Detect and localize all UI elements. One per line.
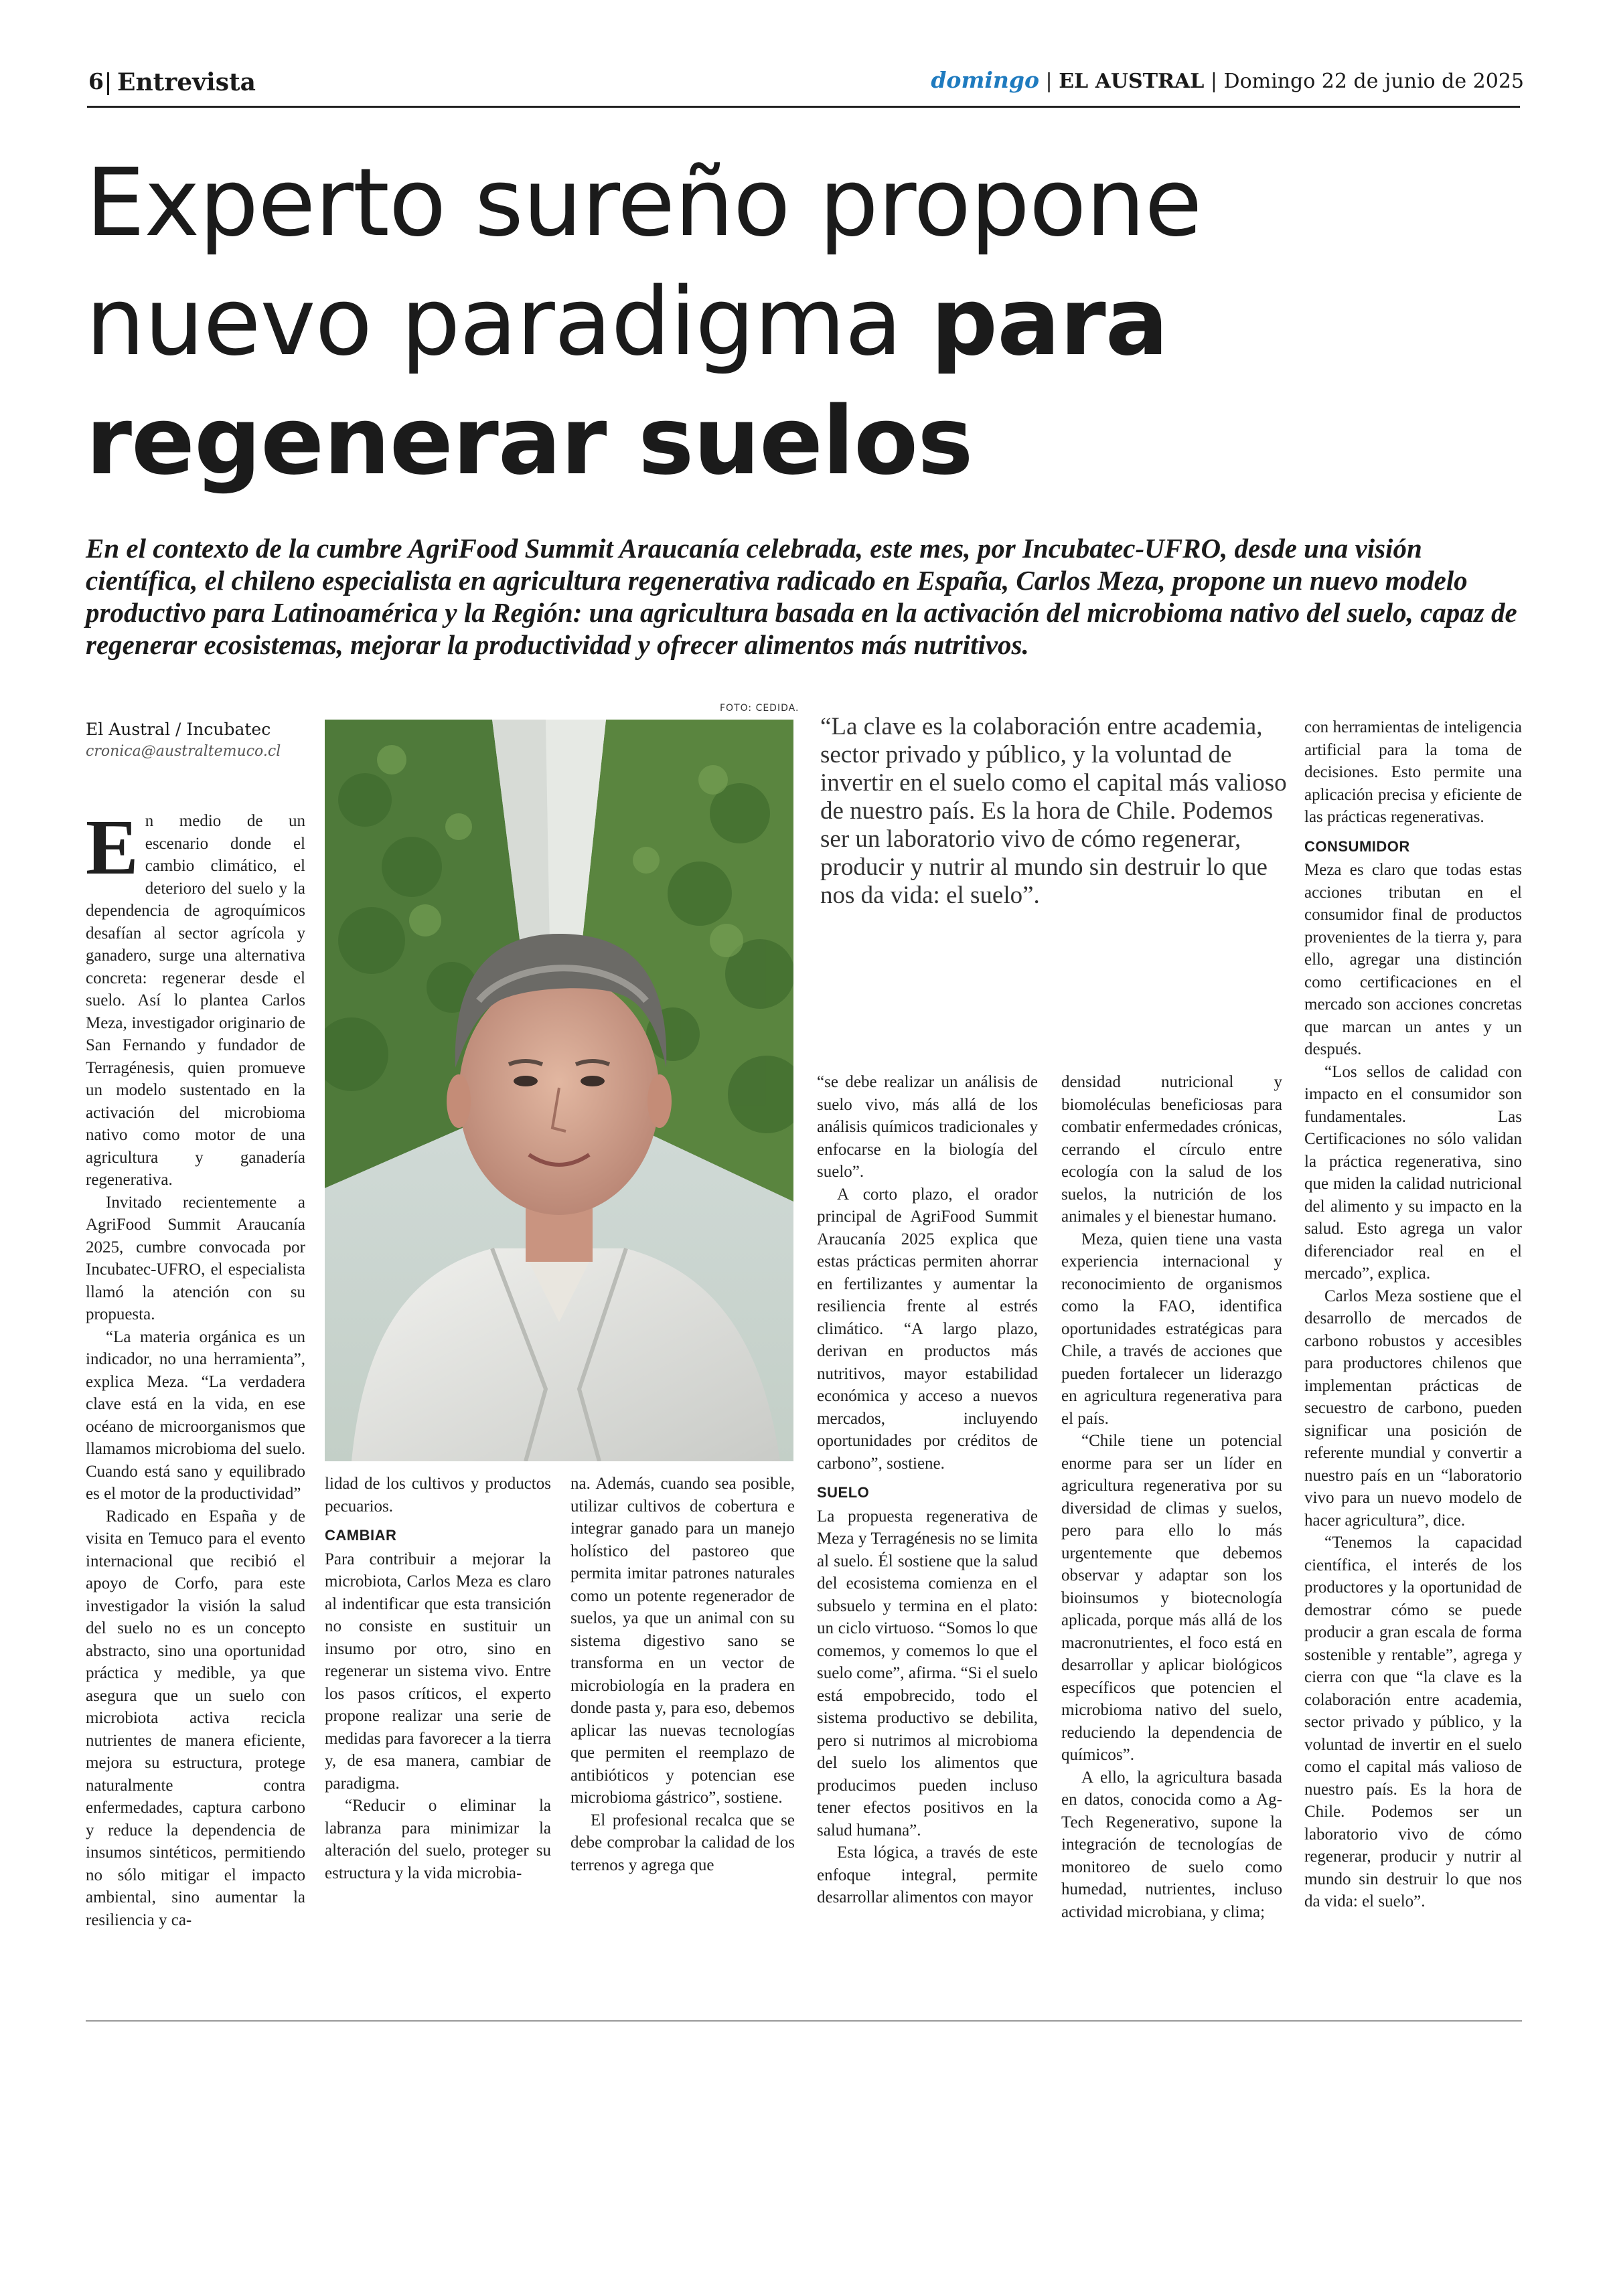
col4-paragraph: “se debe realizar un análisis de suelo vivo, más allá de los análisis químicos tradicionales y enfocarse en la biología del suelo”. [817, 1073, 1038, 1181]
headline [86, 144, 1519, 501]
col6-paragraph: “Tenemos la capacidad científica, el interés de los productores y la oportunidad de demostrar cómo se puede producir a gran escala de forma sostenible y rentable”, agrega y cierra con que “la clave es la colaboración entre academia, sector privado y público, y la voluntad de invertir en el suelo como el capital más valioso de nuestro país. Es la hora de Chile. Podemos ser un laboratorio vivo de cómo regenerar, producir y nutrir al mundo sin destruir lo que nos da vida: el suelo”. [1304, 1534, 1522, 1910]
col4-paragraph: Esta lógica, a través de este enfoque integral, permite desarrollar alimentos con mayor [817, 1843, 1038, 1906]
headline-line-1: Experto sureño propone [86, 149, 1202, 258]
col5-paragraph: “Chile tiene un potencial enorme para ser un líder en agricultura regenerativa por su diversidad de climas y suelos, pero para ello lo más urgentemente que debemos observar y adaptar son los bioinsumos y biotecnología aplicada, porque más allá de los macronutrientes, el foco está en desarrollar y aplicar biológicos específicos que potencien el microbioma nativo del suelo, reduciendo la dependencia de químicos”. [1061, 1432, 1282, 1764]
issue-date: Domingo 22 de junio de 2025 [1223, 70, 1524, 93]
bottom-rule [86, 2020, 1522, 2022]
col3-paragraph: na. Además, cuando sea posible, utilizar cultivos de cobertura e integrar ganado para un manejo holístico del pastoreo que permita imitar patrones naturales como un potente regenerador de suelos, ya que un animal con su sistema digestivo sano se transforma en un vector de microbiología en la pradera en donde pasta y, para eso, debemos aplicar las nuevas tecnologías que permiten el reemplazo de antibióticos y potencian ese microbioma gástrico”, sostiene. [570, 1475, 795, 1807]
page-number: 6 [88, 68, 104, 94]
body-column-2 [325, 1473, 551, 1884]
col2-paragraph: “Reducir o eliminar la labranza para minimizar la alteración del suelo, proteger su estructura y la vida microbia- [325, 1797, 551, 1882]
subhead-cambiar: CAMBIAR [325, 1527, 397, 1544]
col2-paragraph: lidad de los cultivos y productos pecuarios. [325, 1475, 551, 1515]
byline-author: El Austral / Incubatec [86, 720, 271, 739]
drop-cap: E [86, 803, 139, 891]
body-column-1 [86, 803, 305, 1931]
col1-paragraph: “La materia orgánica es un indicador, no una herramienta”, explica Meza. “La verdadera clave está en la vida, en ese océano de microorganismos que llamamos microbioma del suelo. Cuando está sano y equilibrado es el motor de la productividad” [86, 1327, 305, 1503]
col5-paragraph: densidad nutricional y biomoléculas beneficiosas para combatir enfermedades crónicas, cerrando el círculo entre ecología con la salud de los suelos, la nutrición de los animales y el bienestar humano. [1061, 1073, 1282, 1226]
lead-paragraph: En el contexto de la cumbre AgriFood Summit Araucanía celebrada, este mes, por Incubatec-UFRO, desde una visión científica, el chileno especialista en agricultura regenerativa radicado en España, Carlos Meza, propone un nuevo modelo productivo para Latinoamérica y la Región: una agricultura basada en la activación del microbioma nativo del suelo, capaz de regenerar ecosistemas, mejorar la productividad y ofrecer alimentos más nutritivos. [86, 533, 1517, 660]
headline-line-3: regenerar suelos [86, 387, 973, 496]
col3-paragraph: El profesional recalca que se debe comprobar la calidad de los terrenos y agrega que [570, 1811, 795, 1874]
subhead-suelo: SUELO [817, 1484, 870, 1501]
portrait-photo [325, 720, 793, 1461]
headline-line-2-light: nuevo paradigma [86, 268, 931, 377]
newspaper-name: EL AUSTRAL [1059, 70, 1205, 93]
col6-paragraph: “Los sellos de calidad con impacto en el consumidor son fundamentales. Las Certificaciones no sólo validan la práctica regenerativa, sino que miden la calidad nutricional del alimento y su impacto en la salud. Esto agrega un valor diferenciador real en el mercado”, explica. [1304, 1062, 1522, 1283]
section-label: Entrevista [117, 68, 256, 96]
photo-credit: FOTO: CEDIDA. [720, 703, 799, 714]
body-column-4 [817, 1071, 1038, 1909]
col6-paragraph: Meza es claro que todas estas acciones tributan en el consumidor final de productos provenientes de la tierra y, para ello, agregar una distinción como certificaciones en el mercado son acciones concretas que marcan un antes y un después. [1304, 861, 1522, 1058]
subhead-consumidor: CONSUMIDOR [1304, 837, 1410, 855]
col4-paragraph: A corto plazo, el orador principal de AgriFood Summit Araucanía 2025 explica que estas prácticas permiten ahorrar en fertilizantes y aumentar la resiliencia frente al estrés climático. “A largo plazo, derivan en productos más nutritivos, mayor estabilidad económica y acceso a nuevos mercados, incluyendo oportunidades por créditos de carbono”, sostiene. [817, 1185, 1038, 1473]
masthead: domingo | EL AUSTRAL | Domingo 22 de junio de 2025 [931, 67, 1524, 93]
col1-paragraph: Radicado en España y de visita en Temuco para el evento internacional que recibió el apoyo de Corfo, para este investigador la visión la salud del suelo no es un concepto abstracto, sino una oportunidad práctica y medible, ya que asegura que un suelo con microbiota activa recicla nutrientes de manera eficiente, mejora su estructura, protege naturalmente contra enfermedades, captura carbono y reduce la dependencia de insumos sintéticos, permitiendo no sólo mitigar el impacto ambiental, sino aumentar la resiliencia y ca- [86, 1507, 305, 1929]
col5-paragraph: A ello, la agricultura basada en datos, conocida como a Ag-Tech Regenerativo, supone la integración de tecnologías de monitoreo de suelo como humedad, nutrientes, incluso actividad microbiana, y clima; [1061, 1768, 1282, 1921]
col6-paragraph: con herramientas de inteligencia artificial para la toma de decisiones. Esto permite una aplicación precisa y eficiente de las prácticas regenerativas. [1304, 718, 1522, 826]
col1-p1-text: n medio de un escenario donde el cambio climático, el deterioro del suelo y la dependencia de agroquímicos desafían al sector agrícola y ganadero, surge una alternativa concreta: regenerar desde el suelo. Así lo plantea Carlos Meza, investigador originario de San Fernando y fundador de Terragénesis, quien promueve un modelo sustentado en la activación del microbioma nativo como motor de una agricultura y ganadería regenerativa. [86, 812, 305, 1189]
col1-paragraph [86, 803, 305, 1192]
body-column-6 [1304, 716, 1522, 1913]
byline-email: cronica@australtemuco.cl [86, 743, 281, 760]
supplement-name: domingo [931, 67, 1039, 93]
body-column-5 [1061, 1071, 1282, 1923]
pull-quote: “La clave es la colaboración entre academia, sector privado y público, y la voluntad de invertir en el suelo como el capital más valioso de nuestro país. Es la hora de Chile. Podemos ser un laboratorio vivo de cómo regenerar, producir y nutrir al mundo sin destruir lo que nos da vida: el suelo”. [820, 713, 1287, 909]
header-rule [87, 106, 1520, 108]
body-column-3 [570, 1473, 795, 1876]
headline-line-2-bold: para [930, 268, 1168, 377]
col6-paragraph: Carlos Meza sostiene que el desarrollo de mercados de carbono robustos y accesibles para productores chilenos que implementan prácticas de secuestro de carbono, pueden significar una posición de referente mundial y convertir a nuestro país en un “laboratorio vivo para un nuevo modelo de hacer agricultura”, dice. [1304, 1287, 1522, 1530]
col1-paragraph: Invitado recientemente a AgriFood Summit Araucanía 2025, cumbre convocada por Incubatec-UFRO, el especialista llamó la atención con su propuesta. [86, 1193, 305, 1323]
col4-paragraph: La propuesta regenerativa de Meza y Terragénesis no se limita al suelo. Él sostiene que la salud del ecosistema comienza en el subsuelo y termina en el plato: un ciclo virtuoso. “Somos lo que comemos, y comemos lo que el suelo come”, afirma. “Si el suelo está empobrecido, todo el sistema productivo se debilita, pero si nutrimos al microbioma del suelo los alimentos que producimos pueden incluso tener efectos positivos en la salud humana”. [817, 1507, 1038, 1839]
col5-paragraph: Meza, quien tiene una vasta experiencia internacional y reconocimiento de organismos como la FAO, identifica oportunidades estratégicas para Chile, a través de acciones que pueden fortalecer un liderazgo en agricultura regenerativa para el país. [1061, 1230, 1282, 1428]
col2-paragraph: Para contribuir a mejorar la microbiota, Carlos Meza es claro al indentificar que esta transición no consiste en sustituir un insumo por otro, sino en regenerar un sistema vivo. Entre los pasos críticos, el experto propone realizar una serie de medidas para favorecer a la tierra y, de esa manera, cambiar de paradigma. [325, 1550, 551, 1793]
headline-line-2 [86, 263, 1519, 382]
header-separator [107, 72, 109, 95]
